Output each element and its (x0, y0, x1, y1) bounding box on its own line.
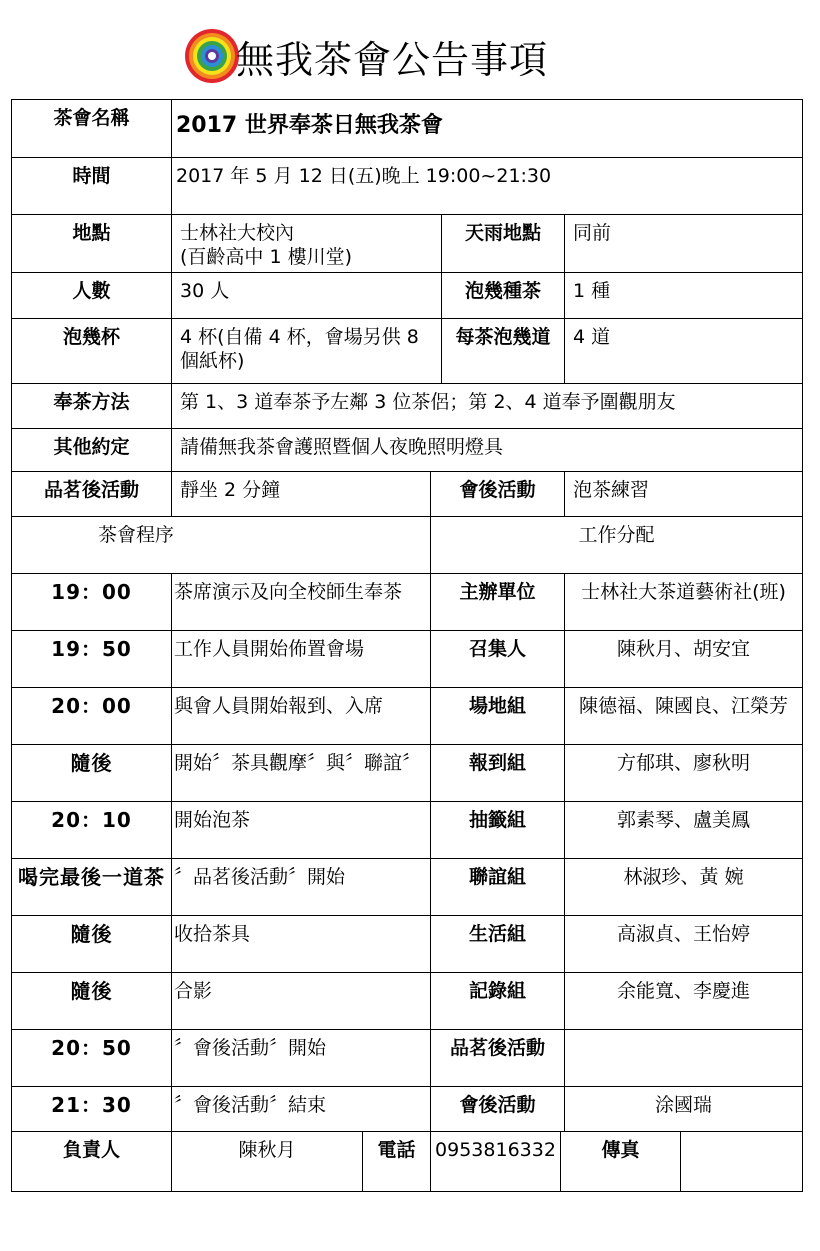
schedule-person: 余能寬、李慶進 (565, 973, 803, 1030)
place-value (172, 215, 442, 273)
name-value: 2017 世界奉茶日無我茶會 (172, 100, 803, 158)
schedule-desc: 〞品茗後活動〞開始 (172, 859, 431, 916)
schedule-role: 品茗後活動 (431, 1030, 565, 1087)
schedule-person: 方郁琪、廖秋明 (565, 745, 803, 802)
schedule-person: 林淑珍、黃 婉 (565, 859, 803, 916)
schedule-desc: 合影 (172, 973, 431, 1030)
schedule-role: 會後活動 (431, 1087, 565, 1132)
schedule-row (12, 859, 803, 916)
row-people (12, 273, 803, 319)
row-place (12, 215, 803, 273)
schedule-row (12, 973, 803, 1030)
row-other (12, 429, 803, 472)
schedule-person: 高淑貞、王怡婷 (565, 916, 803, 973)
schedule-person: 士林社大茶道藝術社(班) (565, 574, 803, 631)
page-title: 無我茶會公告事項 (236, 37, 549, 82)
schedule-time: 隨後 (12, 745, 172, 802)
schedule-desc: 與會人員開始報到、入席 (172, 688, 431, 745)
rounds-value: 4 道 (565, 319, 803, 384)
rain-value: 同前 (565, 215, 803, 273)
schedule-role: 生活組 (431, 916, 565, 973)
people-label: 人數 (12, 273, 172, 319)
schedule-person (565, 1030, 803, 1087)
after-meeting-value: 泡茶練習 (565, 472, 803, 517)
title-bar (184, 26, 548, 86)
place-value-line2: (百齡高中 1 樓川堂) (180, 246, 352, 268)
after-meeting-label: 會後活動 (431, 472, 565, 517)
schedule-time: 21：30 (12, 1087, 172, 1132)
schedule-row (12, 688, 803, 745)
place-value-line1: 士林社大校內 (180, 222, 295, 244)
schedule-row (12, 1030, 803, 1087)
assignment-heading: 工作分配 (431, 517, 803, 574)
row-footer (12, 1132, 803, 1192)
schedule-person: 郭素琴、盧美鳳 (565, 802, 803, 859)
schedule-time: 喝完最後一道茶 (12, 859, 172, 916)
schedule-person: 陳秋月、胡安宜 (565, 631, 803, 688)
schedule-desc: 茶席演示及向全校師生奉茶 (172, 574, 431, 631)
schedule-time: 20：10 (12, 802, 172, 859)
notice-table (11, 99, 803, 1192)
schedule-time: 隨後 (12, 916, 172, 973)
schedule-desc: 收拾茶具 (172, 916, 431, 973)
name-label: 茶會名稱 (12, 100, 172, 158)
schedule-desc: 開始〞茶具觀摩〞與〞聯誼〞 (172, 745, 431, 802)
other-label: 其他約定 (12, 429, 172, 472)
owner-label: 負責人 (12, 1132, 172, 1192)
tea-kinds-label: 泡幾種茶 (442, 273, 565, 319)
schedule-time: 19：00 (12, 574, 172, 631)
schedule-role: 召集人 (431, 631, 565, 688)
schedule-role: 抽籤組 (431, 802, 565, 859)
tea-kinds-value: 1 種 (565, 273, 803, 319)
schedule-desc: 工作人員開始佈置會場 (172, 631, 431, 688)
schedule-row (12, 916, 803, 973)
schedule-role: 報到組 (431, 745, 565, 802)
schedule-person: 涂國瑞 (565, 1087, 803, 1132)
time-label: 時間 (12, 158, 172, 215)
row-time (12, 158, 803, 215)
row-method (12, 384, 803, 429)
schedule-time: 20：00 (12, 688, 172, 745)
cups-value: 4 杯(自備 4 杯，會場另供 8 個紙杯) (172, 319, 442, 384)
schedule-role: 場地組 (431, 688, 565, 745)
phone-label: 電話 (363, 1132, 431, 1192)
owner-value: 陳秋月 (172, 1132, 363, 1192)
after-tea-label: 品茗後活動 (12, 472, 172, 517)
schedule-role: 記錄組 (431, 973, 565, 1030)
time-value: 2017 年 5 月 12 日(五)晚上 19:00~21:30 (172, 158, 803, 215)
fax-value (681, 1132, 803, 1192)
schedule-desc: 〞會後活動〞結束 (172, 1087, 431, 1132)
program-heading: 茶會程序 (12, 517, 431, 574)
schedule-row (12, 745, 803, 802)
schedule-row (12, 574, 803, 631)
schedule-time: 19：50 (12, 631, 172, 688)
method-label: 奉茶方法 (12, 384, 172, 429)
rounds-label: 每茶泡幾道 (442, 319, 565, 384)
schedule-row (12, 802, 803, 859)
row-sections (12, 517, 803, 574)
rainbow-logo-icon (184, 28, 240, 84)
schedule-row (12, 1087, 803, 1132)
cups-label: 泡幾杯 (12, 319, 172, 384)
schedule-person: 陳德福、陳國良、江榮芳 (565, 688, 803, 745)
schedule-role: 聯誼組 (431, 859, 565, 916)
row-cups (12, 319, 803, 384)
method-value: 第 1、3 道奉茶予左鄰 3 位茶侶；第 2、4 道奉予圍觀朋友 (172, 384, 803, 429)
schedule-time: 隨後 (12, 973, 172, 1030)
after-tea-value: 靜坐 2 分鐘 (172, 472, 431, 517)
schedule-role: 主辦單位 (431, 574, 565, 631)
fax-label: 傳真 (561, 1132, 681, 1192)
phone-value: 0953816332 (431, 1132, 561, 1192)
place-label: 地點 (12, 215, 172, 273)
other-value: 請備無我茶會護照暨個人夜晚照明燈具 (172, 429, 803, 472)
rain-label: 天雨地點 (442, 215, 565, 273)
people-value: 30 人 (172, 273, 442, 319)
schedule-desc: 〞會後活動〞開始 (172, 1030, 431, 1087)
schedule-time: 20：50 (12, 1030, 172, 1087)
schedule-row (12, 631, 803, 688)
row-name (12, 100, 803, 158)
schedule-desc: 開始泡茶 (172, 802, 431, 859)
schedule-body (12, 574, 803, 1132)
row-activities (12, 472, 803, 517)
